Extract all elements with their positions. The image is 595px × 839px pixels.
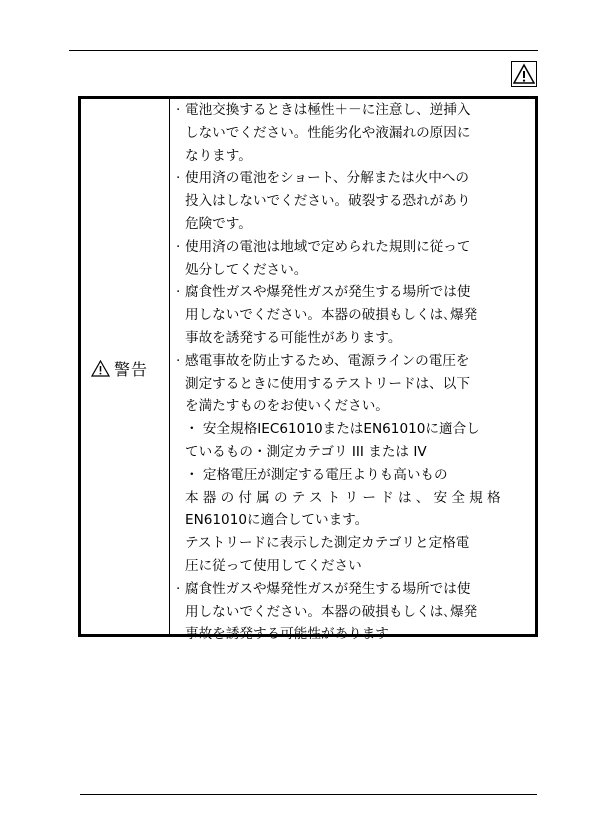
list-item-line: 処分してください。: [185, 261, 308, 278]
warning-label-text: 警告: [114, 360, 149, 379]
list-item-line: · 腐食性ガスや爆発性ガスが発生する場所では使: [176, 580, 471, 597]
list-item-line: 用しないでください。本器の破損もしくは､爆発: [185, 307, 478, 324]
list-item-line: · 腐食性ガスや爆発性ガスが発生する場所では使: [176, 284, 471, 301]
list-item-line: 事故を誘発する可能性があります: [185, 626, 389, 643]
warning-label-cell: [81, 99, 170, 634]
warning-item-corrosive-gas: [176, 281, 528, 349]
list-item-line: · 使用済の電池は地域で定められた規則に従って: [176, 238, 471, 255]
list-item-line: テストリードに表示した測定カテゴリと定格電: [185, 535, 470, 552]
list-item-line: 圧に従って使用してください: [185, 557, 362, 574]
warning-content: [176, 99, 528, 646]
list-item-line: ・ 安全規格IEC61010またはEN61010に適合し: [185, 421, 480, 438]
list-item-line: · 電池交換するときは極性＋－に注意し、逆挿入: [176, 102, 471, 118]
list-item-line: · 使用済の電池をショート、分解または火中への: [176, 170, 469, 187]
warning-item-battery-disposal-rules: [176, 236, 528, 282]
list-item-line: ているもの・測定カテゴリ III または IV: [185, 443, 427, 460]
list-item-line: ・ 定格電圧が測定する電圧よりも高いもの: [185, 466, 448, 483]
list-item-line: 用しないでください。本器の破損もしくは､爆発: [185, 603, 478, 620]
bottom-rule: [80, 794, 537, 795]
warning-triangle-icon: [91, 360, 110, 377]
warning-triangle-icon: [511, 61, 537, 87]
list-item-line: · 感電事故を防止するため、電源ラインの電圧を: [176, 352, 470, 369]
list-item-line: 本器の付属のテストリードは、安全規格: [185, 489, 505, 506]
list-item-line: 危険です。: [185, 215, 252, 232]
list-item-line: なります。: [185, 147, 252, 164]
top-rule: [69, 50, 538, 51]
warning-item-corrosive-gas-repeat: [176, 578, 528, 646]
warning-label: [91, 357, 148, 380]
warning-item-battery-disposal-short: [176, 167, 528, 235]
list-item-line: 投入はしないでください。破裂する恐れがあり: [185, 193, 471, 210]
list-item-line: 事故を誘発する可能性があります。: [185, 329, 402, 346]
warning-panel: [78, 96, 538, 643]
warning-item-electric-shock: [176, 350, 528, 578]
list-item-line: 測定するときに使用するテストリードは、以下: [185, 375, 470, 392]
warning-item-battery-polarity: [176, 99, 528, 167]
list-item-line: EN61010に適合しています。: [185, 512, 369, 529]
list-item-line: を満たすものをお使いください。: [185, 398, 389, 415]
list-item-line: しないでください。性能劣化や液漏れの原因に: [185, 124, 471, 141]
